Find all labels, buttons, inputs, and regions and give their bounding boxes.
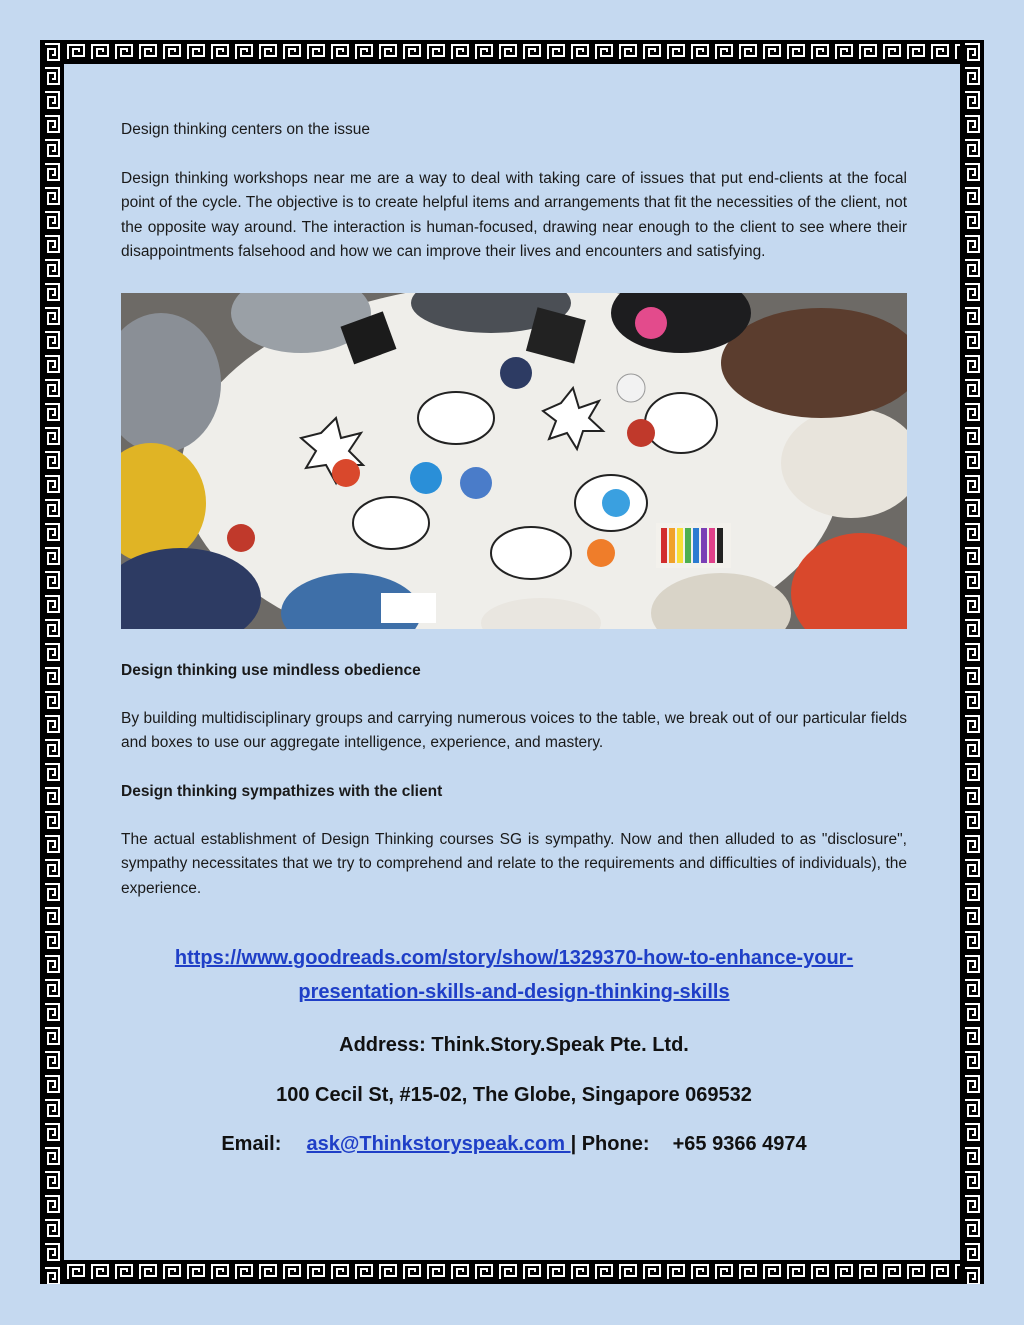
phone-number: +65 9366 4974 — [672, 1133, 807, 1155]
intro-paragraph: Design thinking workshops near me are a way to deal with taking care of issues that put end-clients at the focal point of the cycle. The objective is to create helpful items and arrangements that fit the necessities of the client, not the opposite way around. The interaction is human-focused, drawing near enough to the client to see where their disappointments falsehood and how we can improve their lives and encounters and satisfying. — [121, 169, 907, 260]
link-line-1[interactable]: https://www.goodreads.com/story/show/1329370-how-to-enhance-your- — [174, 947, 854, 969]
section-title: Design thinking centers on the issue — [121, 121, 371, 138]
border-pattern-right — [960, 40, 984, 1284]
border-pattern-left — [40, 40, 64, 1284]
border-pattern-top — [40, 40, 984, 64]
street-line: 100 Cecil St, #15-02, The Globe, Singapore 069532 — [276, 1084, 752, 1106]
workshop-illustration — [121, 293, 907, 629]
heading-sympathizes: Design thinking sympathizes with the client — [121, 782, 443, 800]
paragraph-sympathy: The actual establishment of Design Thinking courses SG is sympathy. Now and then alluded to as "disclosure", sympathy necessitates that we try to comprehend and relate to the requirements and difficulties of individuals), the experience. — [121, 830, 907, 897]
heading-mindless-obedience: Design thinking use mindless obedience — [121, 661, 421, 679]
paragraph-multidisciplinary: By building multidisciplinary groups and carrying numerous voices to the table, we break out of our particular fields and boxes to use our aggregate intelligence, experience, and mastery. — [121, 709, 907, 751]
link-line-2[interactable]: presentation-skills-and-design-thinking-skills — [298, 981, 730, 1003]
phone-label: | Phone: — [570, 1133, 650, 1155]
team-workshop-photo — [121, 293, 907, 629]
address-line: Address: Think.Story.Speak Pte. Ltd. — [339, 1034, 689, 1056]
contact-line — [121, 1130, 907, 1158]
email-label: Email: — [221, 1133, 282, 1155]
email-link[interactable]: ask@Thinkstoryspeak.com — [306, 1133, 571, 1155]
article-link — [121, 941, 907, 1009]
document-content — [121, 118, 907, 1158]
border-pattern-bottom — [40, 1260, 984, 1284]
